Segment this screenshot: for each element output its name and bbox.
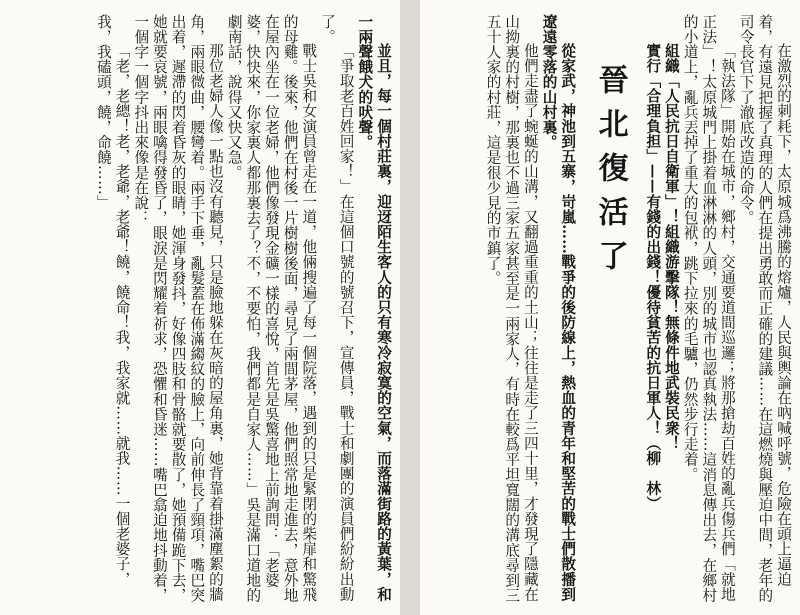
author-credit: （柳 林） — [644, 435, 662, 512]
burden-text: 實行「合理負担」——有錢的出錢！優待貧苦的抗日軍人！ — [644, 43, 662, 436]
paragraph-front-line: 從家武，神池到五寨，岢嵐……戰爭的後防線上，熱血的青年和堅苦的戰士們散播到遼遠零落的山村裏。 — [540, 14, 577, 602]
paragraph-villages: 並且，每一個村莊裏，迎迓陌生客人的只有寒冷寂寞的空氣，而落滿街路的黃葉，和一兩聲餓犬的吠聲。 — [356, 14, 392, 602]
left-page-text — [8, 0, 392, 609]
right-page — [420, 0, 800, 615]
paragraph-slogan: 「爭取老百姓回家！」在這個口號的號召下，宣傳員，戰士和劇團的演員們紛紛出動了。 — [318, 14, 355, 602]
paragraph-plea: 「老，老總！老，老爺，老爺！饒，饒命！我，我家就……就我……一個老婆子，我，我磕頭，饒，命饒……」 — [94, 14, 131, 587]
paragraph-execution-squad: 「執法隊」開始在城市，鄉村，交通要道間巡邏；將那搶劫百姓的亂兵傷兵們「就地正法」！太原城門上掛着血淋淋的人頭，別的城市也認真執法……這消息傳出去，在鄉村的小道上，亂兵丟掉了重大的包袱，跳下拉來的毛驢，仍然步行走着。 — [681, 14, 736, 603]
paragraph-soldier-wu: 戰士吳和女演員曾走在一道，他倆搜遍了每一個院落，遇到的只是緊閉的柴扉和驚飛的母雞。後來，他們在村後一片樹樹後面，尋見了兩間茅屋，他們照常地走進去，意外地在屋內坐在一位老婦，他們像發現金礦一樣的喜悅，首先是吳驚喜地上前詢問：「老婆婆，快快來，你家裏人都那裏去了？不，不要怕，我們都是自家人……」吳是滿口道地的劇南話，說得又快又急。 — [225, 14, 318, 603]
paragraph-mountain-villages: 他們走盡了蜿蜒的山溝，又翻過重重的土山；往往是走了三四十里，才發現了隱藏在山拗裏的村樹，那裏也不過三家五家甚至是一兩家人，有時在較爲平坦寬闊的溝底尋到三五十人家的村莊，這是很少見的市鎮了。 — [484, 14, 539, 603]
article-title: 晉北復活了 — [592, 64, 628, 284]
page-gutter — [400, 0, 420, 615]
right-page-text — [430, 0, 792, 609]
paragraph-organize: 組織「人民抗日自衛軍」！組織游擊隊！無條件地武裝民衆！ — [662, 43, 680, 451]
paragraph-taiyuan: 在激烈的刺耗下，太原城爲沸騰的熔爐，人民與輿論在吶喊呼號，危險在頭上逼迫着，有遠見把握了真理的人們在提出勇敢而正確的建議……在這燃燒與壓迫中間，老年的司令長官下了澈底改造的命令。 — [737, 14, 792, 603]
paragraph-burden — [643, 14, 662, 609]
paragraph-old-woman: 那位老婦人像一點也沒有聽見，只是臉地躲在灰暗的屋角裏，她背靠着掛滿塵絮的牆角，兩眼微曲，腰彎着。兩手下垂，亂髮蓋在佈滿縐紋的臉上，向前伸長了頸項，嘴巴突出着，遲滯的閃着昏灰的眼睛，她渾身發抖，好像四肢和骨骼就要散了，她預備跪下去，她就要哀號，兩眼噙得發昏了，眼淚是閃耀着祈求，恐懼和昏迷……嘴巴翕迫地抖動着，一個字一個字抖出來像是在說： — [132, 14, 224, 603]
